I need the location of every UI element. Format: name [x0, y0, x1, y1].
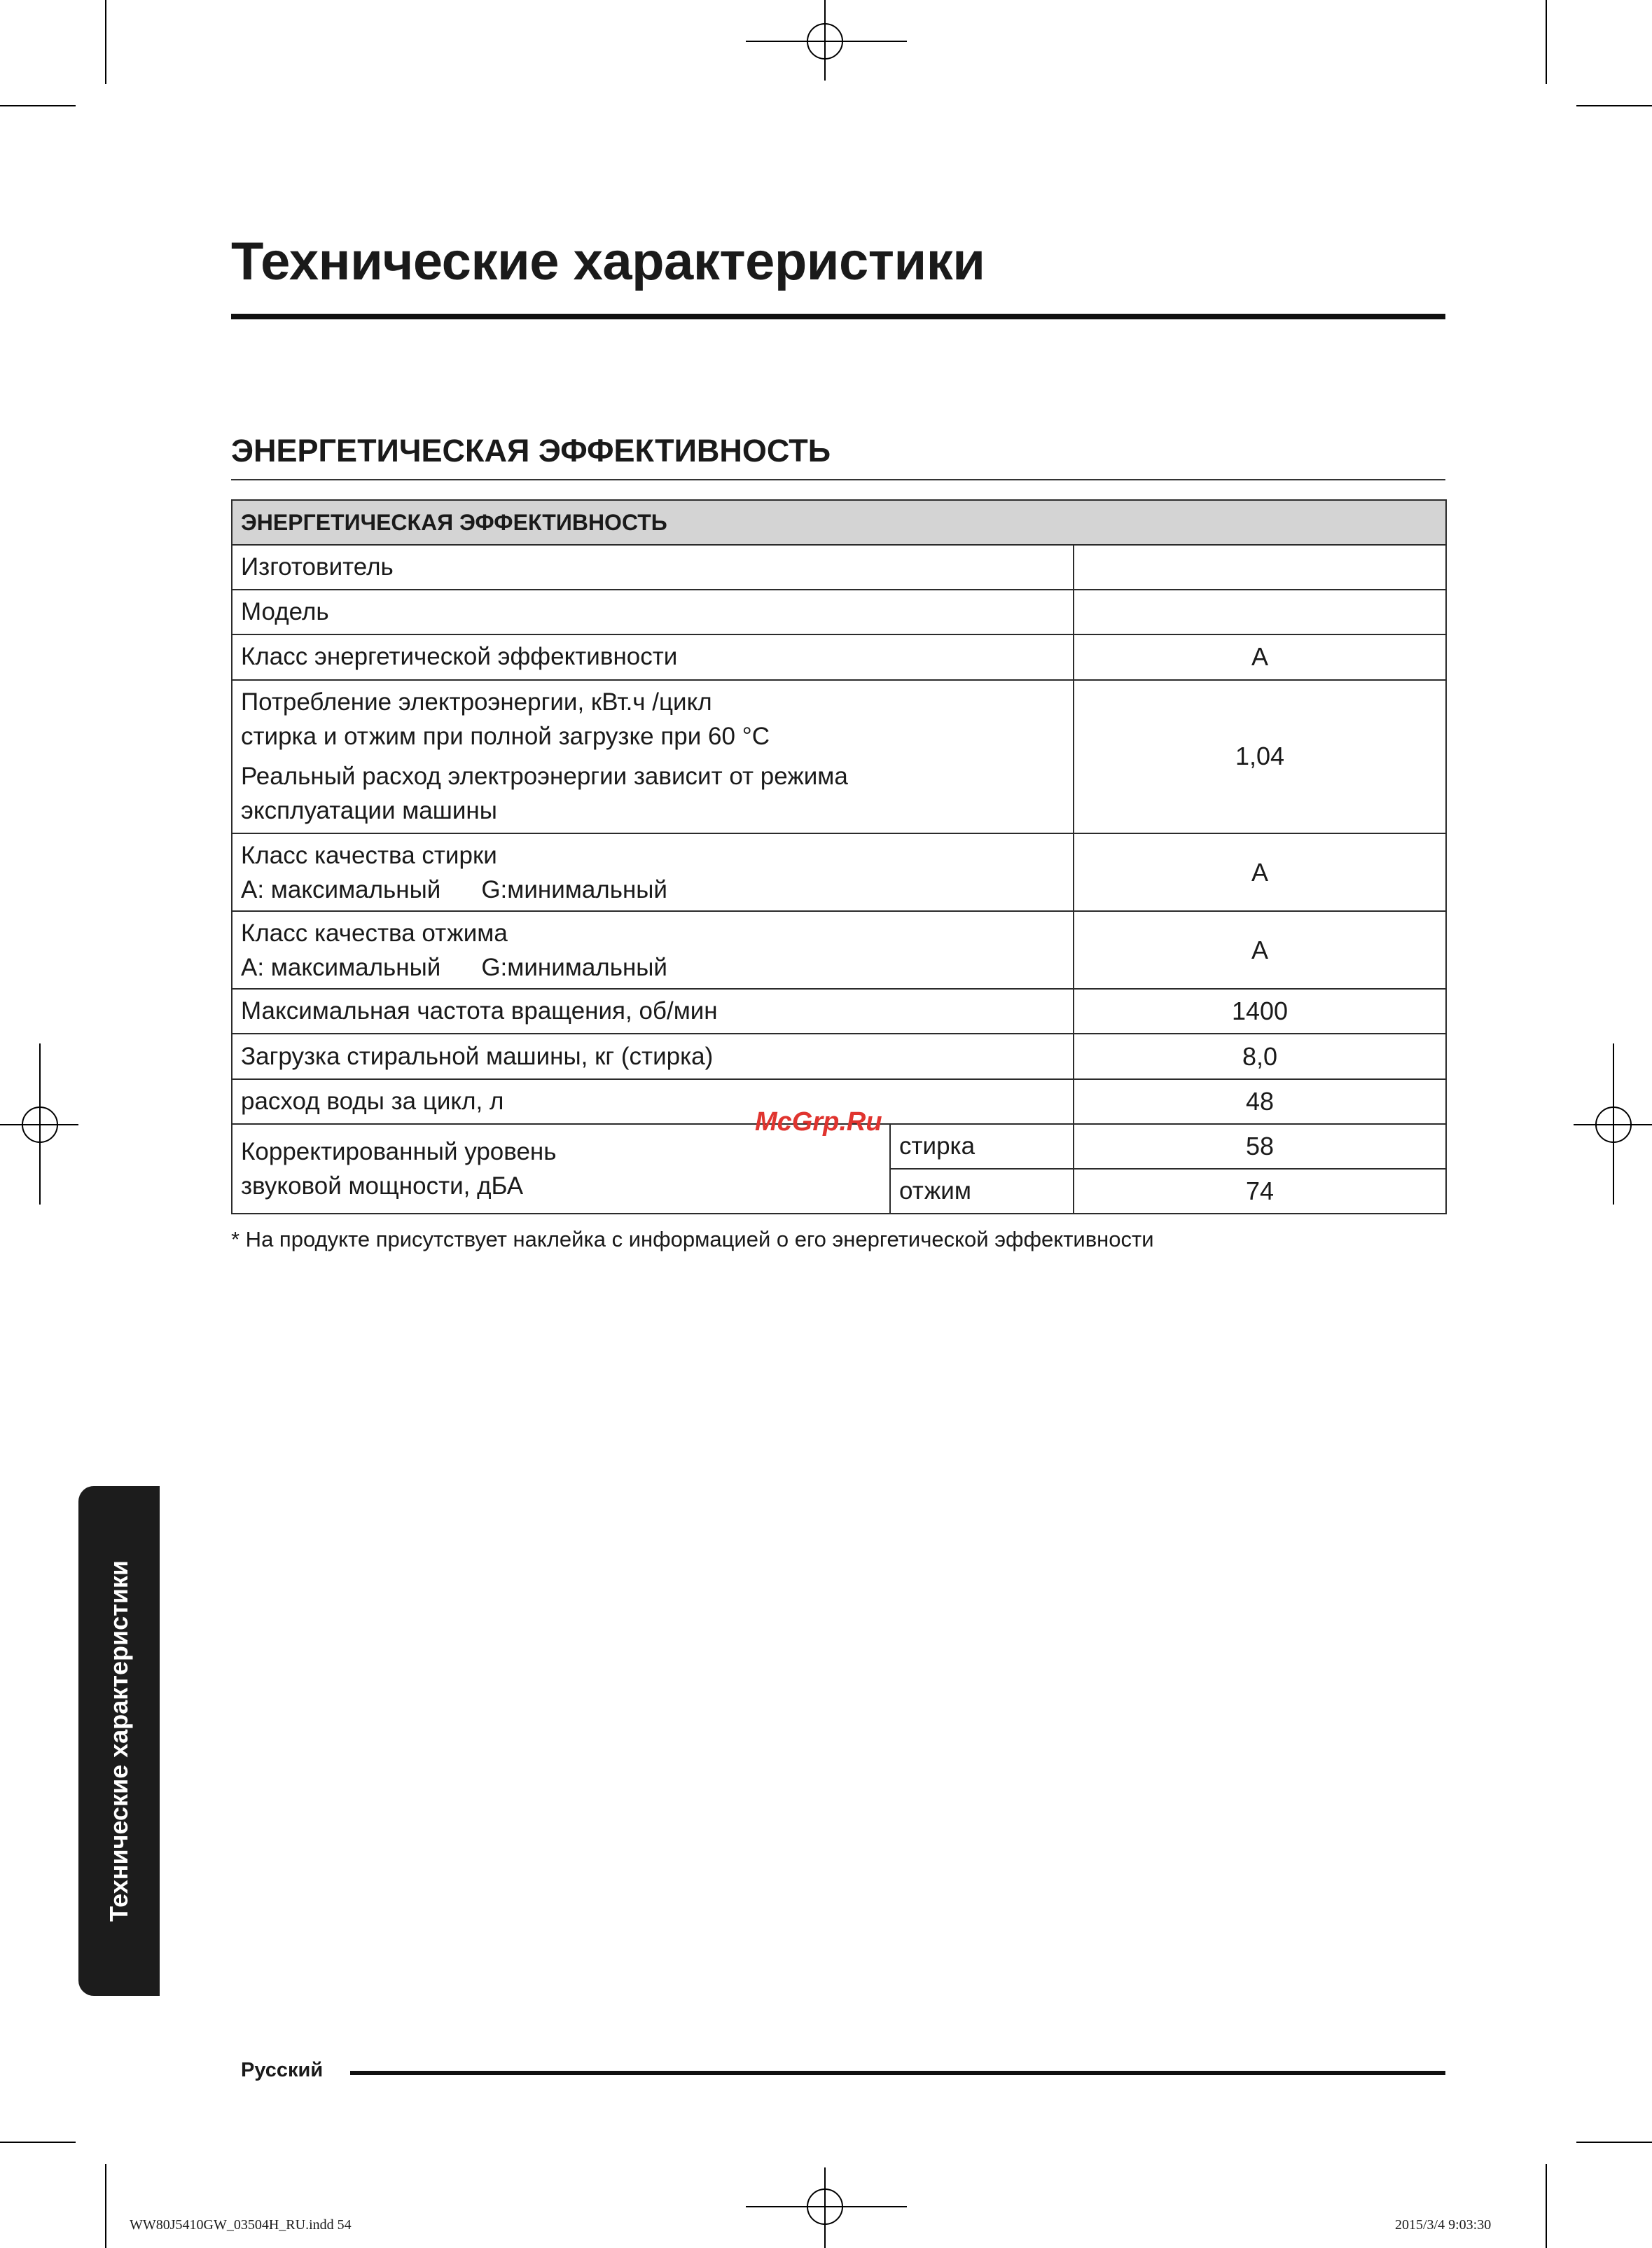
label-line: стирка и отжим при полной загрузке при 60 °C — [241, 723, 770, 751]
table-row — [232, 833, 1446, 911]
scale-a: A: максимальный — [241, 875, 441, 903]
table-header-row — [232, 500, 1446, 545]
section-divider — [231, 479, 1445, 480]
table-row — [232, 911, 1446, 989]
label-line: Класс качества отжима — [241, 919, 508, 947]
label-line: Реальный расход электроэнергии зависит от режима — [241, 763, 848, 791]
registration-mark — [807, 23, 843, 60]
row-value — [1074, 545, 1446, 590]
footer-divider — [350, 2071, 1445, 2075]
scale-line — [241, 950, 1064, 985]
row-value — [1074, 590, 1446, 634]
crop-mark — [1546, 0, 1547, 84]
registration-mark — [22, 1106, 58, 1143]
row-value: A — [1074, 911, 1446, 989]
crop-mark — [0, 105, 76, 106]
table-row — [232, 634, 1446, 679]
table-row — [232, 590, 1446, 634]
row-label — [232, 911, 1074, 989]
side-tab — [78, 1486, 160, 1996]
row-label: Максимальная частота вращения, об/мин — [232, 989, 1074, 1034]
label-line: Класс качества стирки — [241, 841, 497, 869]
noise-spin-label: отжим — [890, 1169, 1074, 1214]
row-label: Изготовитель — [232, 545, 1074, 590]
table-row — [232, 1034, 1446, 1078]
row-label: расход воды за цикл, л — [232, 1079, 1074, 1124]
crop-mark — [1546, 2164, 1547, 2248]
row-label: Загрузка стиральной машины, кг (стирка) — [232, 1034, 1074, 1078]
table-row — [232, 545, 1446, 590]
watermark: McGrp.Ru — [755, 1107, 882, 1137]
row-label — [232, 833, 1074, 911]
row-label: Класс энергетической эффективности — [232, 634, 1074, 679]
noise-spin-value: 74 — [1074, 1169, 1446, 1214]
noise-wash-value: 58 — [1074, 1124, 1446, 1169]
row-value: 1400 — [1074, 989, 1446, 1034]
print-date-info: 2015/3/4 9:03:30 — [1395, 2217, 1492, 2233]
side-tab-label: Технические характеристики — [104, 1560, 133, 1922]
registration-mark — [1595, 1106, 1632, 1143]
crop-mark — [105, 0, 106, 84]
row-label: Модель — [232, 590, 1074, 634]
footer-language: Русский — [241, 2059, 324, 2081]
section-title: ЭНЕРГЕТИЧЕСКАЯ ЭФФЕКТИВНОСТЬ — [231, 433, 831, 469]
page-title: Технические характеристики — [231, 232, 985, 291]
crop-mark — [0, 2142, 76, 2143]
label-line: звуковой мощности, дБА — [241, 1172, 524, 1200]
title-divider — [231, 314, 1445, 319]
scale-g: G:минимальный — [481, 953, 667, 981]
row-value: A — [1074, 634, 1446, 679]
label-line: Корректированный уровень — [241, 1137, 557, 1165]
label-line: Потребление электроэнергии, кВт.ч /цикл — [241, 688, 712, 716]
scale-g: G:минимальный — [481, 875, 667, 903]
table-row — [232, 989, 1446, 1034]
scale-line — [241, 873, 1064, 907]
crop-mark — [1576, 2142, 1652, 2143]
row-value: 8,0 — [1074, 1034, 1446, 1078]
footnote: * На продукте присутствует наклейка с информацией о его энергетической эффективности — [231, 1227, 1154, 1251]
registration-mark — [807, 2188, 843, 2225]
crop-mark — [1576, 105, 1652, 106]
table-row — [232, 680, 1446, 833]
row-value: A — [1074, 833, 1446, 911]
row-value: 48 — [1074, 1079, 1446, 1124]
row-value: 1,04 — [1074, 680, 1446, 833]
noise-wash-label: стирка — [890, 1124, 1074, 1169]
crop-mark — [105, 2164, 106, 2248]
row-label — [232, 680, 1074, 833]
table-header: ЭНЕРГЕТИЧЕСКАЯ ЭФФЕКТИВНОСТЬ — [232, 500, 1446, 545]
scale-a: A: максимальный — [241, 953, 441, 981]
label-line: эксплуатации машины — [241, 797, 497, 825]
print-file-info: WW80J5410GW_03504H_RU.indd 54 — [130, 2217, 352, 2233]
